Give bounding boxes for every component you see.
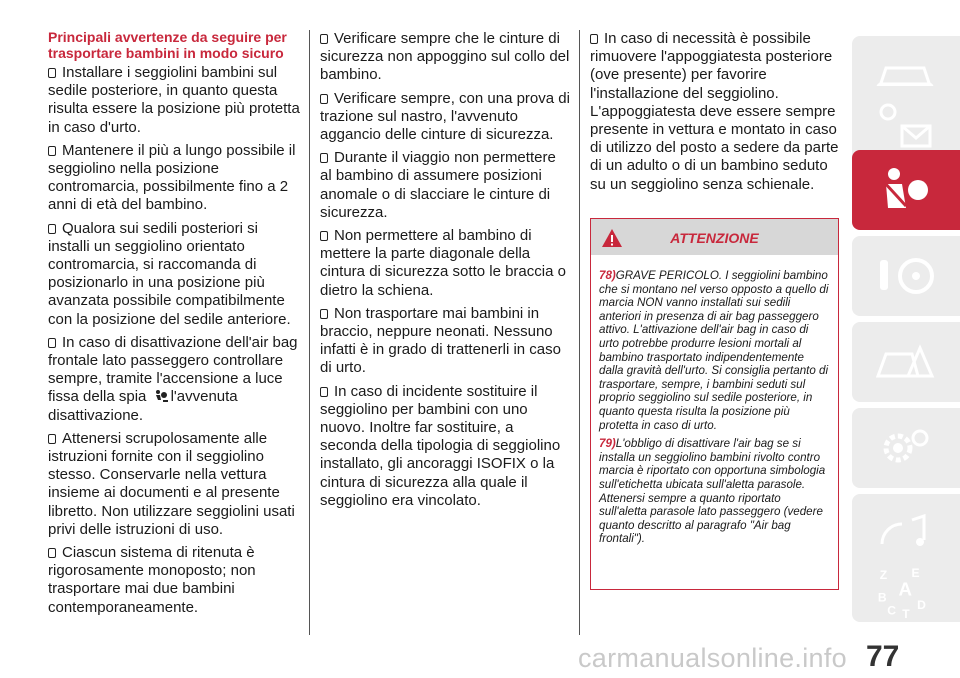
bullet-paragraph: Verificare sempre che le cinture di sicurezza non appoggino sul collo del bambino. bbox=[320, 30, 570, 84]
airbag-off-warning-light-icon bbox=[153, 389, 169, 403]
watermark: carmanualsonline.info bbox=[578, 643, 847, 673]
index-letter: D bbox=[917, 597, 926, 612]
page-number: 77 bbox=[866, 640, 900, 673]
bullet-box-icon bbox=[48, 146, 56, 156]
bullet-paragraph: Ciascun sistema di ritenuta è rigorosamente monoposto; non trasportare mai due bambini contemporaneamente. bbox=[48, 544, 256, 616]
bullet-box-icon bbox=[48, 338, 56, 348]
bullet-paragraph: Non trasportare mai bambini in braccio, neppure neonati. Nessuno infatti è in grado di trattenerli in caso di urto. bbox=[320, 304, 561, 377]
tab-safety[interactable] bbox=[852, 150, 960, 230]
bullet-box-icon bbox=[590, 34, 598, 44]
bullet-box-icon bbox=[48, 68, 56, 78]
bullet-paragraph: Non permettere al bambino di mettere la parte diagonale della cintura di sicurezza sotto le braccia o dietro la schiena. bbox=[320, 227, 566, 299]
tab-starting-driving[interactable] bbox=[852, 236, 960, 316]
column-middle bbox=[320, 30, 570, 515]
alphabetical-index-icon bbox=[872, 564, 938, 620]
bullet-paragraph: Durante il viaggio non permettere al bambino di assumere posizioni anomale o di slacciare le cinture di sicurezza. bbox=[320, 149, 556, 221]
index-letter: B bbox=[877, 590, 887, 605]
column-left bbox=[48, 30, 302, 622]
bullet-paragraph: In caso di necessità è possibile rimuovere l'appoggiatesta posteriore (ove presente) per favorire l'installazione del seggiolino. L'appoggiatesta deve essere sempre presente in vettura e montato in caso di utilizzo del posto a sedere da parte di un adulto o di un bambino seduto su un seggiolino senza schienale. bbox=[590, 30, 839, 193]
bullet-paragraph: Mantenere il più a lungo possibile il seggiolino nella posizione contromarcia, possibilmente fino a 2 anni di età del bambino. bbox=[48, 141, 296, 214]
bullet-box-icon bbox=[320, 153, 328, 163]
column-divider bbox=[309, 30, 310, 635]
bullet-box-icon bbox=[320, 34, 328, 44]
column-divider bbox=[579, 30, 580, 635]
emergency-car-icon bbox=[872, 332, 938, 392]
warning-note: 79)L'obbligo di disattivare l'air bag se si installa un seggiolino bambini rivolto contro marcia è riportato con opportuna simbologia sull'etichetta ubicata sull'aletta parasole. Attenersi sempre a quanto riportato sull'aletta parasole lato passeggero (vedere quanto descritto al paragrafo "Air bag frontali"). bbox=[599, 437, 826, 546]
tab-emergency[interactable] bbox=[852, 322, 960, 402]
bullet-box-icon bbox=[48, 224, 56, 234]
warning-title: ATTENZIONE bbox=[670, 230, 759, 246]
warning-body bbox=[591, 255, 838, 546]
bullet-paragraph: Installare i seggiolini bambini sul sedile posteriore, in quanto questa risulta essere la posizione più protetta in caso d'urto. bbox=[48, 64, 300, 136]
multimedia-icon bbox=[872, 504, 938, 564]
warning-note: 78)GRAVE PERICOLO. I seggiolini bambino che si montano nel verso opposto a quello di marcia NON vanno installati sui sedili anteriori in presenza di air bag passeggero attivo. L'attivazione dell'air bag in caso di urto potrebbe produrre lesioni mortali al bambino trasportato indipendentemente dalla gravità dell'urto. Si consiglia pertanto di trasportare, sempre, i bambini seduti sul proprio seggiolino sul sedile posteriore, in quanto questa risulta la posizione più protetta in caso di urto. bbox=[599, 269, 829, 432]
bullet-box-icon bbox=[48, 434, 56, 444]
bullet-paragraph: Attenersi scrupolosamente alle istruzioni fornite con il seggiolino stesso. Conservarle nella vettura insieme ai documenti e al presente libretto. Non utilizzare seggiolini usati privi delle istruzioni di uso. bbox=[48, 429, 295, 538]
steering-wheel-icon bbox=[872, 246, 938, 306]
gear-wrench-icon bbox=[872, 418, 938, 478]
tab-maintenance[interactable] bbox=[852, 408, 960, 488]
bullet-paragraph: In caso di incidente sostituire il seggiolino per bambini con uno nuovo. Inoltre far sostituire, a seconda della tipologia di seggiolino installato, gli ancoraggi ISOFIX o la cintura di sicurezza alla quale il seggiolino era vincolato. bbox=[320, 382, 561, 509]
bullet-box-icon bbox=[320, 387, 328, 397]
bullet-box-icon bbox=[48, 548, 56, 558]
bullet-box-icon bbox=[320, 309, 328, 319]
index-letter: T bbox=[902, 607, 910, 620]
section-heading: Principali avvertenze da seguire per trasportare bambini in modo sicuro bbox=[48, 29, 287, 61]
warning-header bbox=[591, 219, 838, 255]
bullet-paragraph: Verificare sempre, con una prova di trazione sul nastro, l'avvenuto aggancio delle cinture di sicurezza. bbox=[320, 89, 570, 144]
index-letter: Z bbox=[879, 567, 888, 582]
index-letter: C bbox=[887, 603, 897, 618]
warning-lights-icon bbox=[872, 96, 938, 156]
seat-belt-airbag-icon bbox=[872, 160, 938, 220]
bullet-box-icon bbox=[320, 94, 328, 104]
warning-box bbox=[590, 218, 839, 590]
index-letter: E bbox=[911, 566, 920, 581]
bullet-paragraph: Qualora sui sedili posteriori si installi un seggiolino orientato contromarcia, si raccomanda di posizionarlo in una posizione più avanzata possibile compatibilmente con la posizione del sedile anteriore. bbox=[48, 219, 291, 328]
column-right bbox=[590, 30, 840, 199]
tab-index[interactable] bbox=[852, 560, 960, 622]
bullet-box-icon bbox=[320, 231, 328, 241]
bullet-paragraph-airbag: In caso di disattivazione dell'air bag frontale lato passeggero controllare sempre, tramite l'accensione a luce fissa della spia l'avvenuta disattivazione. bbox=[48, 333, 298, 424]
index-letter: A bbox=[898, 578, 912, 600]
